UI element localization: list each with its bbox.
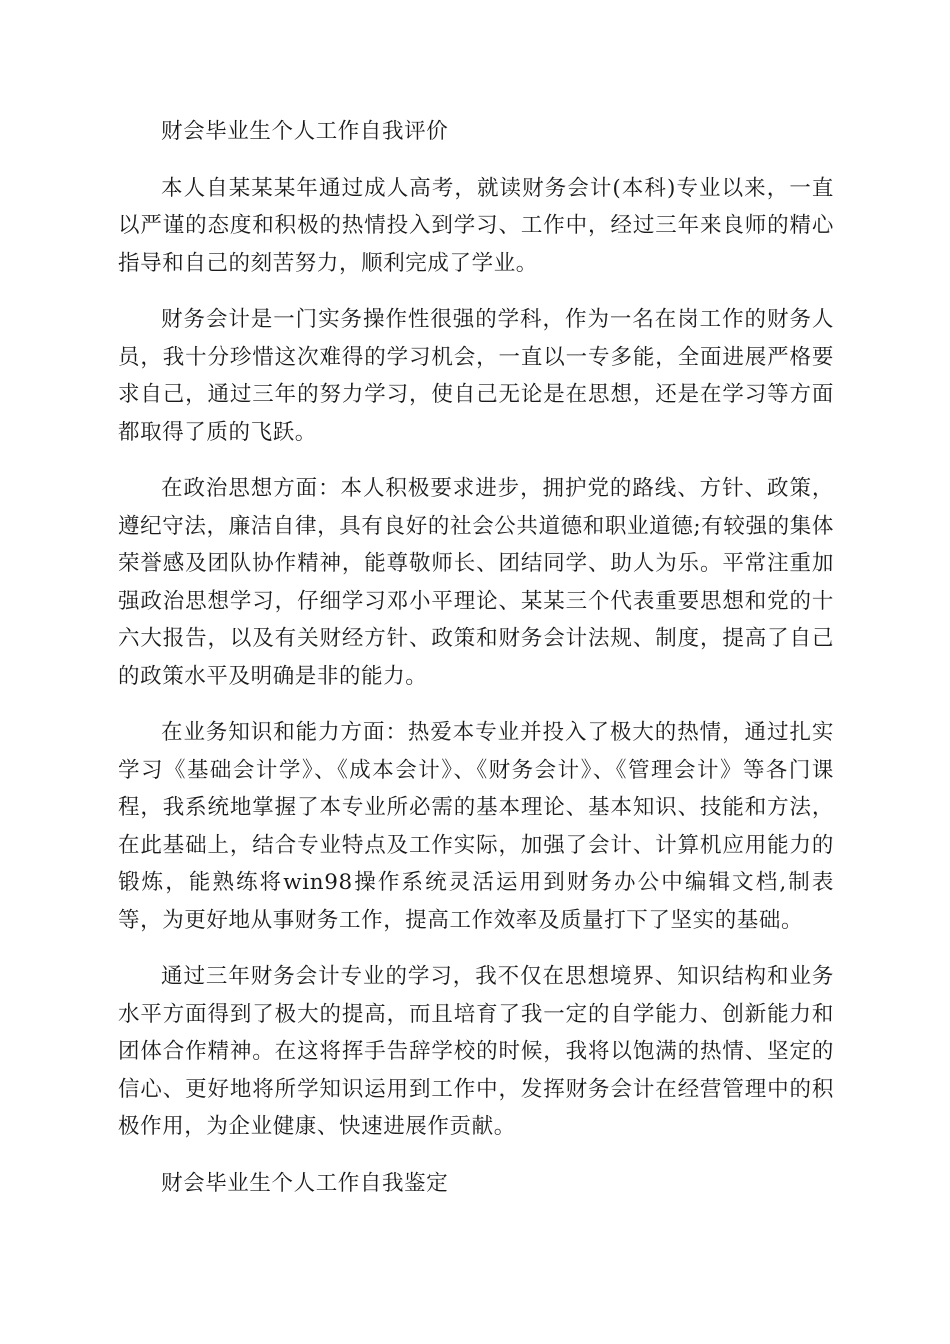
paragraph-professional: 在业务知识和能力方面：热爱本专业并投入了极大的热情，通过扎实学习《基础会计学》、《成本会计》、《财务会计》、《管理会计》等各门课程，我系统地掌握了本专业所必需的基本理论、基本知识、技能和方法，在此基础上，结合专业特点及工作实际，加强了会计、计算机应用能力的锻炼，能熟练将win98操作系统灵活运用到财务办公中编辑文档,制表等，为更好地从事财务工作，提高工作效率及质量打下了坚实的基础。 <box>118 720 834 933</box>
section-heading-appraisal: 财会毕业生个人工作自我鉴定 <box>161 1170 449 1196</box>
paragraph-accounting: 财务会计是一门实务操作性很强的学科，作为一名在岗工作的财务人员，我十分珍惜这次难得的学习机会，一直以一专多能，全面进展严格要求自己，通过三年的努力学习，使自己无论是在思想，还是在学习等方面都取得了质的飞跃。 <box>118 307 834 445</box>
paragraph-conclusion: 通过三年财务会计专业的学习，我不仅在思想境界、知识结构和业务水平方面得到了极大的提高，而且培育了我一定的自学能力、创新能力和团体合作精神。在这将挥手告辞学校的时候，我将以饱满的热情、坚定的信心、更好地将所学知识运用到工作中，发挥财务会计在经营管理中的积极作用，为企业健康、快速进展作贡献。 <box>118 964 834 1139</box>
paragraph-intro: 本人自某某某年通过成人高考，就读财务会计(本科)专业以来，一直以严谨的态度和积极的热情投入到学习、工作中，经过三年来良师的精心指导和自己的刻苦努力，顺利完成了学业。 <box>118 175 834 276</box>
paragraph-political: 在政治思想方面：本人积极要求进步，拥护党的路线、方针、政策，遵纪守法，廉洁自律，具有良好的社会公共道德和职业道德;有较强的集体荣誉感及团队协作精神，能尊敬师长、团结同学、助人为乐。平常注重加强政治思想学习，仔细学习邓小平理论、某某三个代表重要思想和党的十六大报告，以及有关财经方针、政策和财务会计法规、制度，提高了自己的政策水平及明确是非的能力。 <box>118 476 834 689</box>
section-heading-evaluation: 财会毕业生个人工作自我评价 <box>161 119 449 144</box>
document-body <box>118 113 834 1221</box>
